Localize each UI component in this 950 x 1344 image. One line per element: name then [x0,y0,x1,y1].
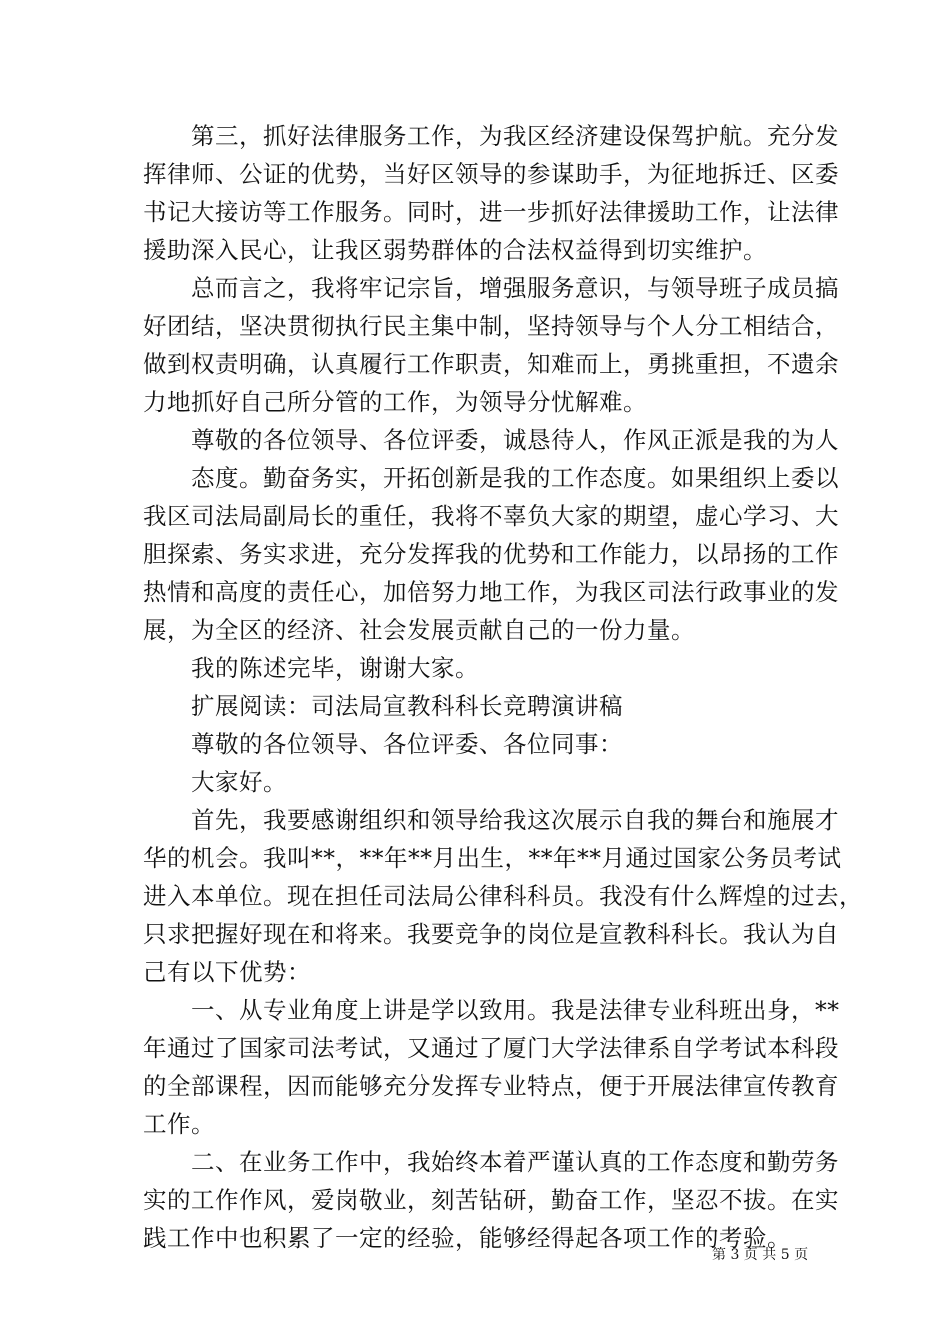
text-line: 扩展阅读：司法局宣教科科长竞聘演讲稿 [191,692,623,720]
text-line: 胆探索、务实求进，充分发挥我的优势和工作能力，以昂扬的工作 [143,540,839,568]
text-line: 尊敬的各位领导、各位评委、各位同事： [191,730,623,758]
text-line: 总而言之，我将牢记宗旨，增强服务意识，与领导班子成员搞 [191,274,839,302]
text-line: 年通过了国家司法考试，又通过了厦门大学法律系自学考试本科段 [143,1034,839,1062]
text-line: 首先，我要感谢组织和领导给我这次展示自我的舞台和施展才 [191,806,839,834]
text-line: 态度。勤奋务实，开拓创新是我的工作态度。如果组织上委以 [191,464,839,492]
text-line: 大家好。 [191,768,287,796]
text-line: 展，为全区的经济、社会发展贡献自己的一份力量。 [143,616,695,644]
text-line: 挥律师、公证的优势，当好区领导的参谋助手，为征地拆迁、区委 [143,160,839,188]
text-line: 尊敬的各位领导、各位评委，诚恳待人，作风正派是我的为人 [191,426,839,454]
text-line: 华的机会。我叫**，**年**月出生，**年**月通过国家公务员考试 [143,844,842,872]
text-line: 我的陈述完毕，谢谢大家。 [191,654,479,682]
text-line: 实的工作作风，爱岗敬业，刻苦钻研，勤奋工作，坚忍不拔。在实 [143,1186,839,1214]
text-line: 书记大接访等工作服务。同时，进一步抓好法律援助工作，让法律 [143,198,839,226]
text-line: 进入本单位。现在担任司法局公律科科员。我没有什么辉煌的过去， [143,882,863,910]
page-number-footer: 第 3 页 共 5 页 [712,1247,809,1263]
text-line: 工作。 [143,1110,215,1138]
text-line: 我区司法局副局长的重任，我将不辜负大家的期望，虚心学习、大 [143,502,839,530]
text-line: 力地抓好自己所分管的工作，为领导分忧解难。 [143,388,647,416]
text-line: 做到权责明确，认真履行工作职责，知难而上，勇挑重担，不遗余 [143,350,839,378]
text-line: 一、从专业角度上讲是学以致用。我是法律专业科班出身，** [191,996,840,1024]
text-line: 援助深入民心，让我区弱势群体的合法权益得到切实维护。 [143,236,767,264]
text-line: 好团结，坚决贯彻执行民主集中制，坚持领导与个人分工相结合， [143,312,839,340]
text-line: 第三，抓好法律服务工作，为我区经济建设保驾护航。充分发 [191,122,839,150]
text-line: 二、在业务工作中，我始终本着严谨认真的工作态度和勤劳务 [191,1148,839,1176]
text-line: 热情和高度的责任心，加倍努力地工作，为我区司法行政事业的发 [143,578,839,606]
text-line: 己有以下优势： [143,958,311,986]
text-line: 践工作中也积累了一定的经验，能够经得起各项工作的考验。 [143,1224,791,1252]
text-line: 的全部课程，因而能够充分发挥专业特点，便于开展法律宣传教育 [143,1072,839,1100]
text-line: 只求把握好现在和将来。我要竞争的岗位是宣教科科长。我认为自 [143,920,839,948]
